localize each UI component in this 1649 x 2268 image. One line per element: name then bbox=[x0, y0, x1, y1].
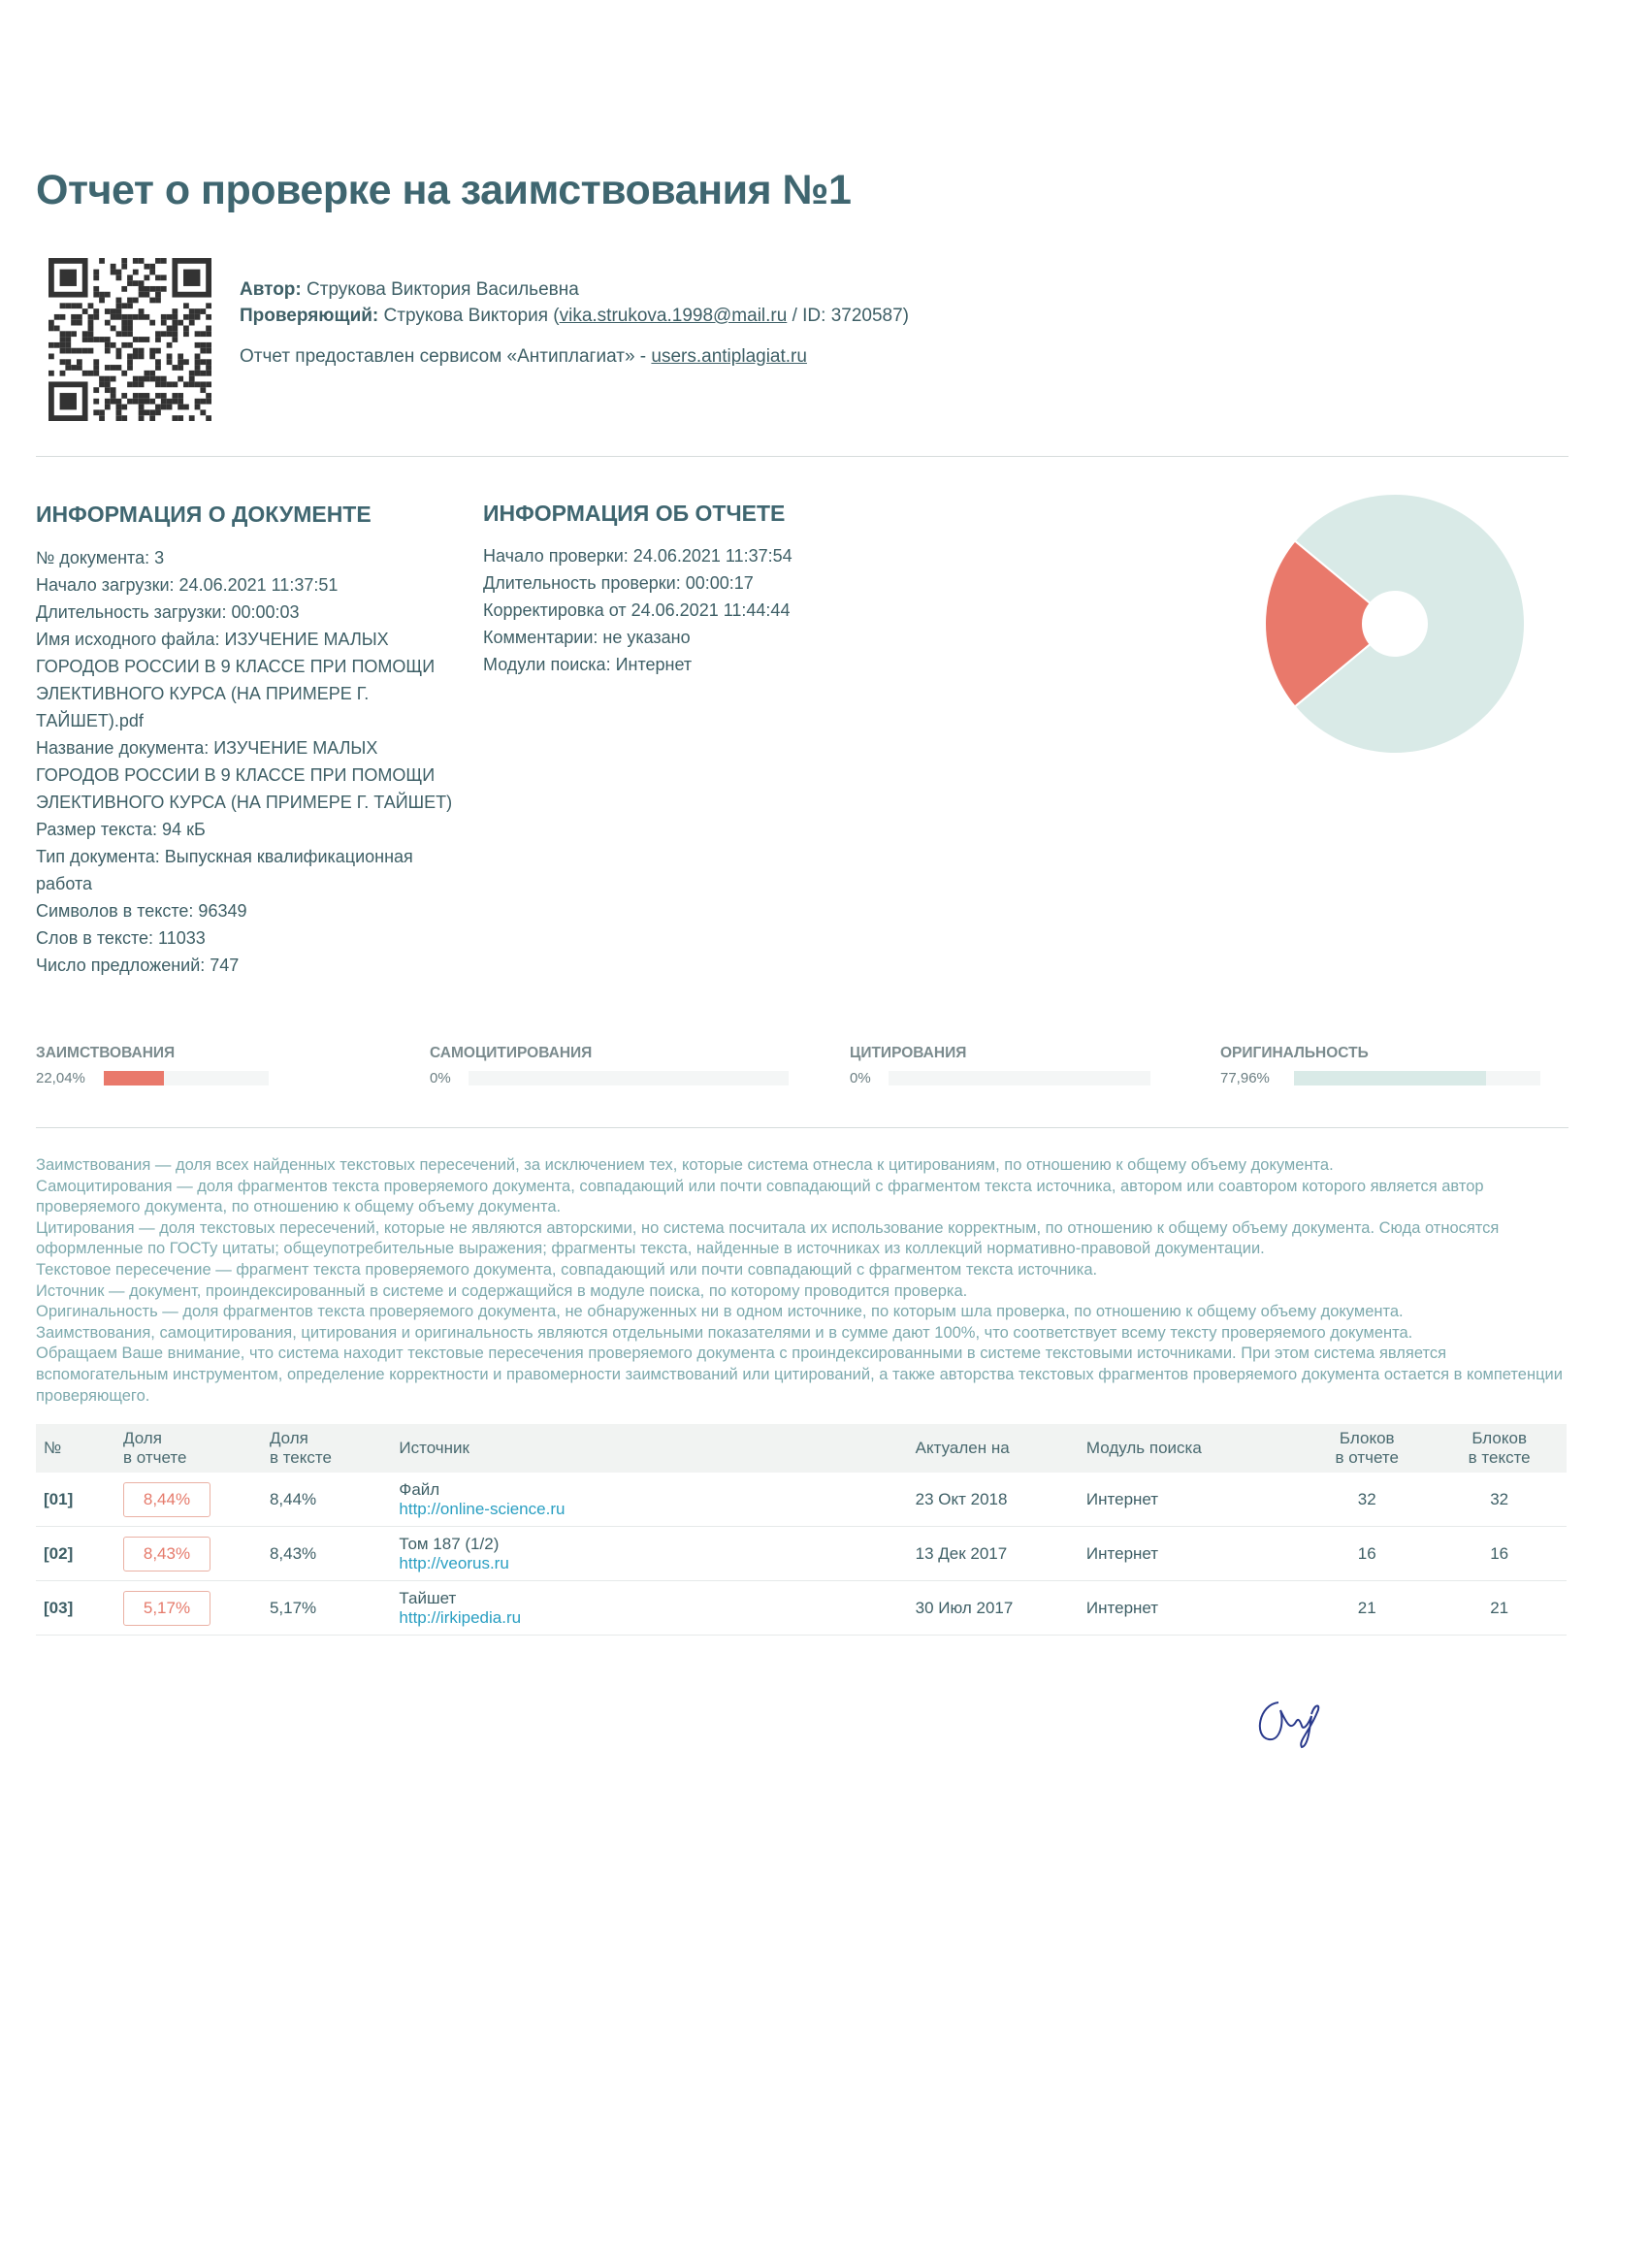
signature bbox=[1251, 1693, 1339, 1751]
blocks-in-report: 32 bbox=[1357, 1489, 1376, 1508]
legend-paragraph: Заимствования — доля всех найденных текстовых пересечений, за исключением тех, которые система отнесла к цитированиям, по отношению к общему объему документа. bbox=[36, 1156, 1334, 1174]
checker-line bbox=[240, 306, 909, 327]
stat-bar-fill bbox=[104, 1071, 164, 1085]
legend-paragraph: Текстовое пересечение — фрагмент текста проверяемого документа, совпадающий или почти совпадающий с фрагментом текста источника. bbox=[36, 1260, 1098, 1279]
info-line: Имя исходного файла: ИЗУЧЕНИЕ МАЛЫХ ГОРОДОВ РОССИИ В 9 КЛАССЕ ПРИ ПОМОЩИ ЭЛЕКТИВНОГО КУРСА (НА ПРИМЕРЕ Г. ТАЙШЕТ).pdf bbox=[36, 630, 436, 730]
checker-id: / ID: 3720587) bbox=[787, 306, 910, 326]
source-name: Тайшет bbox=[399, 1588, 457, 1607]
blocks-in-report: 21 bbox=[1357, 1598, 1376, 1617]
author-label: Автор: bbox=[240, 279, 302, 300]
stat-value: 77,96% bbox=[1220, 1070, 1270, 1086]
stat-bar-track bbox=[889, 1071, 1150, 1085]
source-name: Файл bbox=[399, 1479, 440, 1499]
info-line: Слов в тексте: 11033 bbox=[36, 928, 206, 948]
source-link[interactable]: http://irkipedia.ru bbox=[399, 1607, 522, 1627]
column-header: Блоков в тексте bbox=[1432, 1424, 1567, 1473]
actual-date: 23 Окт 2018 bbox=[915, 1489, 1008, 1508]
info-line: Модули поиска: Интернет bbox=[483, 655, 693, 674]
column-header: № bbox=[36, 1424, 115, 1473]
stat-label: ЦИТИРОВАНИЯ bbox=[850, 1045, 967, 1061]
checker-email-link[interactable]: vika.strukova.1998@mail.ru bbox=[559, 306, 788, 326]
author-name: Струкова Виктория Васильевна bbox=[307, 279, 579, 300]
legend-paragraph: Обращаем Ваше внимание, что система находит текстовые пересечения проверяемого документа с проиндексированными в системе текстовыми источниками. При этом система является вспомогательным инструментом, определение корректности и правомерности заимствований или цитирований, а также авторства текстовых фрагментов проверяемого документа остается в компетенции проверяющего. bbox=[36, 1345, 1563, 1405]
column-header: Доля в отчете bbox=[115, 1424, 262, 1473]
blocks-in-text: 21 bbox=[1490, 1598, 1509, 1617]
column-header: Источник bbox=[391, 1424, 907, 1473]
share-in-text: 8,44% bbox=[269, 1489, 317, 1508]
search-module: Интернет bbox=[1085, 1489, 1159, 1508]
stat-label: САМОЦИТИРОВАНИЯ bbox=[430, 1045, 593, 1061]
sources-table bbox=[36, 1424, 1567, 1636]
share-in-report-badge: 5,17% bbox=[123, 1591, 210, 1626]
stat-label: ОРИГИНАЛЬНОСТЬ bbox=[1220, 1045, 1369, 1061]
search-module: Интернет bbox=[1085, 1598, 1159, 1617]
info-line: Корректировка от 24.06.2021 11:44:44 bbox=[483, 600, 791, 620]
info-line: Название документа: ИЗУЧЕНИЕ МАЛЫХ ГОРОДОВ РОССИИ В 9 КЛАССЕ ПРИ ПОМОЩИ ЭЛЕКТИВНОГО КУРСА (НА ПРИМЕРЕ Г. ТАЙШЕТ) bbox=[36, 738, 453, 812]
stat-bar-track bbox=[469, 1071, 789, 1085]
legend-paragraph: Оригинальность — доля фрагментов текста проверяемого документа, не обнаруженных ни в одном источнике, по которым шла проверка, по отношению к общему объему документа. bbox=[36, 1303, 1404, 1321]
info-line: Размер текста: 94 кБ bbox=[36, 820, 206, 839]
row-number: [02] bbox=[44, 1543, 74, 1563]
blocks-in-report: 16 bbox=[1357, 1543, 1376, 1563]
info-line: Тип документа: Выпускная квалификационная работа bbox=[36, 847, 413, 893]
column-header: Актуален на bbox=[908, 1424, 1079, 1473]
row-number: [03] bbox=[44, 1598, 74, 1617]
source-link[interactable]: http://veorus.ru bbox=[399, 1553, 509, 1572]
info-line: Символов в тексте: 96349 bbox=[36, 901, 247, 921]
report-info-list bbox=[483, 542, 968, 678]
table-header bbox=[36, 1424, 1567, 1473]
doc-info-list bbox=[36, 544, 463, 979]
info-line: Начало загрузки: 24.06.2021 11:37:51 bbox=[36, 575, 339, 595]
source-link[interactable]: http://online-science.ru bbox=[399, 1499, 566, 1518]
author-line bbox=[240, 279, 579, 301]
originality-donut-chart bbox=[1261, 490, 1529, 758]
qr-code bbox=[48, 257, 211, 422]
doc-info-heading: ИНФОРМАЦИЯ О ДОКУМЕНТЕ bbox=[36, 502, 372, 527]
info-line: Длительность загрузки: 00:00:03 bbox=[36, 602, 300, 622]
definitions-legend bbox=[36, 1155, 1578, 1407]
report-info-heading: ИНФОРМАЦИЯ ОБ ОТЧЕТЕ bbox=[483, 501, 786, 526]
info-line: № документа: 3 bbox=[36, 548, 165, 567]
divider bbox=[36, 1127, 1568, 1128]
source-name: Том 187 (1/2) bbox=[399, 1534, 500, 1553]
legend-paragraph: Самоцитирования — доля фрагментов текста проверяемого документа, совпадающий или почти совпадающий с фрагментом текста источника, автором или соавтором которого является автор проверяемого документа, по отношению к общему объему документа. bbox=[36, 1177, 1484, 1216]
info-line: Начало проверки: 24.06.2021 11:37:54 bbox=[483, 546, 792, 566]
service-text: Отчет предоставлен сервисом «Антиплагиат» - bbox=[240, 346, 652, 367]
table-row[interactable] bbox=[36, 1473, 1567, 1527]
actual-date: 13 Дек 2017 bbox=[915, 1543, 1008, 1563]
stat-label: ЗАИМСТВОВАНИЯ bbox=[36, 1045, 176, 1061]
column-header: Модуль поиска bbox=[1079, 1424, 1302, 1473]
legend-paragraph: Цитирования — доля текстовых пересечений, которые не являются авторскими, но система посчитала их использование корректным, по отношению к общему объему документа. Сюда относятся оформленные по ГОСТу цитаты; общеупотребительные выражения; фрагменты текста, найденные в источниках из коллекций нормативно-правовой документации. bbox=[36, 1218, 1500, 1258]
report-title: Отчет о проверке на заимствования №1 bbox=[36, 167, 852, 213]
legend-paragraph: Источник — документ, проиндексированный в системе и содержащийся в модуле поиска, по которому проводится проверка. bbox=[36, 1281, 968, 1300]
table-row[interactable] bbox=[36, 1527, 1567, 1581]
table-row[interactable] bbox=[36, 1581, 1567, 1636]
share-in-text: 5,17% bbox=[269, 1598, 317, 1617]
service-link[interactable]: users.antiplagiat.ru bbox=[651, 346, 807, 367]
checker-name: Струкова Виктория ( bbox=[383, 306, 560, 326]
info-line: Длительность проверки: 00:00:17 bbox=[483, 573, 754, 593]
blocks-in-text: 16 bbox=[1490, 1543, 1509, 1563]
info-line: Комментарии: не указано bbox=[483, 628, 691, 647]
service-line bbox=[240, 346, 807, 368]
stat-value: 0% bbox=[850, 1070, 871, 1086]
row-number: [01] bbox=[44, 1489, 74, 1508]
legend-paragraph: Заимствования, самоцитирования, цитирования и оригинальность являются отдельными показателями и в сумме дают 100%, что соответствует всему тексту проверяемого документа. bbox=[36, 1323, 1413, 1342]
stat-value: 22,04% bbox=[36, 1070, 85, 1086]
stat-value: 0% bbox=[430, 1070, 451, 1086]
share-in-report-badge: 8,43% bbox=[123, 1537, 210, 1571]
checker-label: Проверяющий: bbox=[240, 306, 379, 326]
stat-bar-fill bbox=[1294, 1071, 1486, 1085]
info-line: Число предложений: 747 bbox=[36, 956, 240, 975]
share-in-text: 8,43% bbox=[269, 1543, 317, 1563]
divider bbox=[36, 456, 1568, 457]
actual-date: 30 Июл 2017 bbox=[915, 1598, 1014, 1617]
search-module: Интернет bbox=[1085, 1543, 1159, 1563]
column-header: Доля в тексте bbox=[262, 1424, 391, 1473]
share-in-report-badge: 8,44% bbox=[123, 1482, 210, 1517]
blocks-in-text: 32 bbox=[1490, 1489, 1509, 1508]
column-header: Блоков в отчете bbox=[1302, 1424, 1432, 1473]
